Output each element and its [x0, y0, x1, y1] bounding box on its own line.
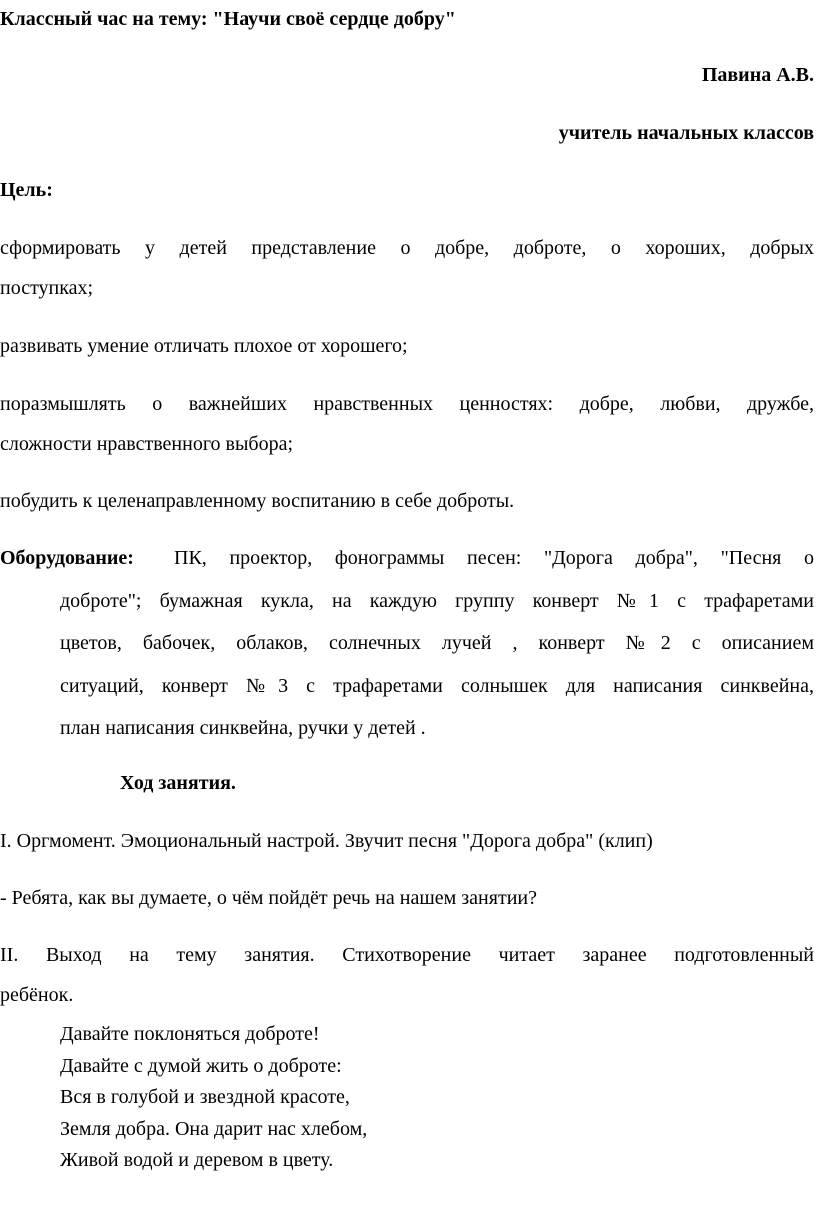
goal-item: сформировать у детей представление о добре, доброте, о хороших, добрых	[0, 237, 814, 259]
goal-item-continuation: поступках;	[0, 277, 94, 299]
document-title: Классный час на тему: "Научи своё сердце добру"	[0, 8, 456, 30]
goal-item-continuation: сложности нравственного выбора;	[0, 433, 294, 455]
lesson-heading: Ход занятия.	[120, 772, 236, 794]
lesson-question: - Ребята, как вы думаете, о чём пойдёт речь на нашем занятии?	[0, 887, 537, 909]
poem-line: Вся в голубой и звездной красоте,	[60, 1086, 350, 1108]
poem-line: Земля добра. Она дарит нас хлебом,	[60, 1117, 368, 1140]
poem	[60, 1019, 367, 1177]
poem-line: Давайте поклоняться доброте!	[60, 1023, 320, 1045]
poem-line: Давайте с думой жить о доброте:	[60, 1054, 342, 1077]
goal-item: побудить к целенаправленному воспитанию в себе доброты.	[0, 490, 515, 512]
equipment-text: ПК, проектор, фонограммы песен: "Дорога добра", "Песня о	[174, 547, 814, 569]
equipment-text: цветов, бабочек, облаков, солнечных лучей , конверт №2 с описанием	[60, 632, 814, 654]
lesson-step-continuation: ребёнок.	[0, 984, 74, 1006]
author-name: Павина А.В.	[701, 64, 814, 86]
lesson-step: I. Оргмомент. Эмоциональный настрой. Звучит песня "Дорога добра" (клип)	[0, 830, 653, 852]
equipment-heading: Оборудование:	[0, 547, 134, 569]
goal-item: поразмышлять о важнейших нравственных ценностях: добре, любви, дружбе,	[0, 393, 814, 415]
equipment-text: ситуаций, конверт №3 с трафаретами солнышек для написания синквейна,	[60, 675, 814, 697]
author-role: учитель начальных классов	[558, 122, 814, 144]
goal-heading: Цель:	[0, 179, 53, 201]
lesson-step: II. Выход на тему занятия. Стихотворение читает заранее подготовленный	[0, 944, 814, 966]
equipment-text: доброте"; бумажная кукла, на каждую группу конверт №1 с трафаретами	[60, 590, 814, 612]
equipment-text: план написания синквейна, ручки у детей .	[60, 717, 426, 739]
goal-item: развивать умение отличать плохое от хорошего;	[0, 335, 408, 357]
poem-line: Живой водой и деревом в цвету.	[60, 1149, 334, 1171]
